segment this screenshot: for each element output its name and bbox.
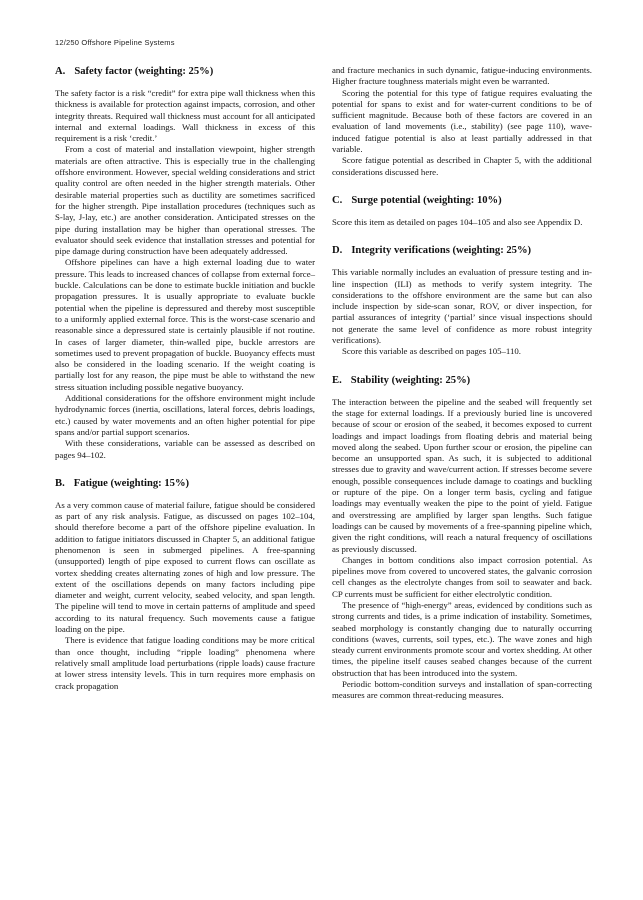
section-b-letter: B. [55, 477, 65, 489]
section-d-heading [332, 244, 592, 257]
section-c-heading [332, 194, 592, 207]
right-column [332, 65, 592, 702]
two-column-layout [55, 65, 593, 702]
section-b-title: Fatigue (weighting: 15%) [73, 477, 190, 489]
paragraph-integrity-2: Score this variable as described on pages 105–110. [342, 346, 521, 357]
section-d-letter: D. [332, 245, 343, 257]
paragraph-safety-3: Offshore pipelines can have a high external loading due to water pressure. This leads to increased chances of collapse from external force–buckle. Calculations can be done to estimate buckle initiation and buckle propagation pressures. It is usually appropriate to evaluate buckle potential when the pipeline is depressured and thereby most susceptible to a uniformly applied external force. This is the worst-case scenario and reasonable since a depressured state is certainly plausible if not routine. In cases of larger diameter, thin-walled pipe, buckle arrestors are sometimes used to prevent propagation of buckle. Buoyancy effects must also be considered in the loading scenario. If the weight coating is partially lost for any reason, the pipe must be able to withstand the new stress situation including possible negative buoyancy. [55, 257, 315, 392]
paragraph-surge-1: Score this item as detailed on pages 104–105 and also see Appendix D. [332, 216, 583, 227]
paragraph-fatigue-2: There is evidence that fatigue loading conditions may be more critical than once thought, including “ripple loading” phenomena where relatively small amplitude load perturbations (ripple loads) cause fracture at lower stress intensity levels. This in turn requires more emphasis on crack propagation [55, 635, 315, 691]
section-b-heading [55, 477, 315, 490]
section-e-heading [332, 374, 592, 387]
paragraph-safety-4: Additional considerations for the offshore environment might include hydrodynamic forces (inertia, oscillations, lateral forces, debris loadings, etc.) caused by water movements and an often higher potential for pipe spans and/or partial support scenarios. [55, 393, 315, 437]
page-header: 12/250 Offshore Pipeline Systems [55, 38, 175, 47]
paragraph-safety-5: With these considerations, variable can be assessed as described on pages 94–102. [55, 438, 315, 460]
paragraph-fatigue-5: Score fatigue potential as described in Chapter 5, with the additional considerations discussed here. [332, 155, 592, 177]
section-a-title: Safety factor (weighting: 25%) [74, 66, 214, 77]
paragraph-stability-4: Periodic bottom-condition surveys and installation of span-correcting measures are common threat-reducing measures. [332, 679, 592, 701]
paragraph-safety-2: From a cost of material and installation viewpoint, higher strength materials are often attractive. This is especially true in the challenging offshore environment. However, special welding considerations and strict quality control are often needed in the higher strength materials. Other desirable material properties such as ductility are sometimes sacrificed for the higher strength. Pipe installation procedures (techniques such as S-lay, J-lay, etc.) are another consideration. Anticipated stresses on the pipe during installation may be higher than operational stresses. The evaluator should seek evidence that installation stresses and potential for pipe damage during construction have been adequately addressed. [55, 144, 315, 257]
paragraph-integrity-1: This variable normally includes an evaluation of pressure testing and in-line inspection (ILI) as methods to verify system integrity. The considerations to the offshore environment are the same but can also include inspection by side-scan sonar, ROV, or diver inspection, for partial assurances of integrity (‘partial’ since visual inspections should not generate the same level of confidence as more robust integrity verifications). [332, 267, 592, 346]
section-c-title: Surge potential (weighting: 10%) [351, 194, 502, 206]
paragraph-fatigue-3-continuation: and fracture mechanics in such dynamic, fatigue-inducing environments. Higher fracture toughness materials might even be warranted. [332, 65, 592, 87]
paragraph-fatigue-1: As a very common cause of material failure, fatigue should be considered as part of any risk analysis. Fatigue, as discussed on pages 102–104, should therefore become a part of the offshore pipeline evaluation. In addition to fatigue initiators discussed in Chapter 5, an additional fatigue phenomenon is seen in submerged pipelines. A free-spanning (unsupported) length of pipe exposed to current flows can oscillate as vortex shedding creates alternating zones of high and low pressure. The extent of the oscillations depends on many factors including pipe diameter and weight, current velocity, seabed velocity, and span length. The pipeline will tend to move in certain patterns of amplitude and speed according to its natural frequency. Such movements cause a fatigue loading on the pipe. [55, 499, 315, 635]
section-a-letter: A. [55, 66, 66, 77]
paragraph-safety-1: The safety factor is a risk “credit” for extra pipe wall thickness when this thickness is available for protection against impacts, corrosion, and other integrity threats. Required wall thickness must account for all anticipated internal and external loadings. Wall thickness in excess of this requirement is a risk ‘credit.’ [55, 88, 315, 144]
section-c-letter: C. [332, 194, 343, 206]
section-d-title: Integrity verifications (weighting: 25%) [351, 245, 532, 257]
paragraph-stability-3: The presence of “high-energy” areas, evidenced by conditions such as strong currents and tides, is a prime indication of instability. Sometimes, seabed morphology is constantly changing due to naturally occurring conditions (waves, currents, soil types, etc.). The wave zones and high steady current environments promote scour and vortex shedding. At other times, the pipeline itself causes seabed changes because of the current obstruction that has been introduced into the system. [332, 599, 592, 678]
paragraph-stability-2: Changes in bottom conditions also impact corrosion potential. As pipelines move from covered to uncovered states, the galvanic corrosion cell changes as the electrolyte changes from soil to seawater and back. CP currents must be sufficient for either electrolytic condition. [332, 554, 592, 599]
paragraph-fatigue-4: Scoring the potential for this type of fatigue requires evaluating the potential for spans to exist and for water-current conditions to be of sufficient magnitude. Because both of these factors are covered in an evaluation of land movements (i.e., stability) (see page 110), wave-induced fatigue potential is also at least partially addressed in that variable. [332, 87, 592, 155]
left-column [55, 65, 315, 692]
paragraph-stability-1: The interaction between the pipeline and the seabed will frequently set the stage for external loadings. If a previously buried line is uncovered because of scour or erosion of the seabed, it becomes exposed to current loadings and impact loadings from floating debris and material being moved along the seabed. Upon further scour or erosion, the pipeline can become an unsupported span. As such, it is subjected to additional stresses due to gravity and wave/current action. If stresses become severe enough, possible consequences include damage to coatings and buckling or rupture of the pipe. On a longer term basis, cycling and fatigue loadings may eventually weaken the pipe to the point of yield. Fatigue and overstressing are amplified by larger span lengths. Such fatigue loadings can be caused by movements of a free-spanning pipeline which, given the right conditions, will reach a natural frequency of oscillations as previously discussed. [332, 396, 592, 554]
section-a-heading [55, 65, 315, 78]
section-e-letter: E. [332, 374, 342, 386]
section-e-title: Stability (weighting: 25%) [350, 374, 471, 386]
